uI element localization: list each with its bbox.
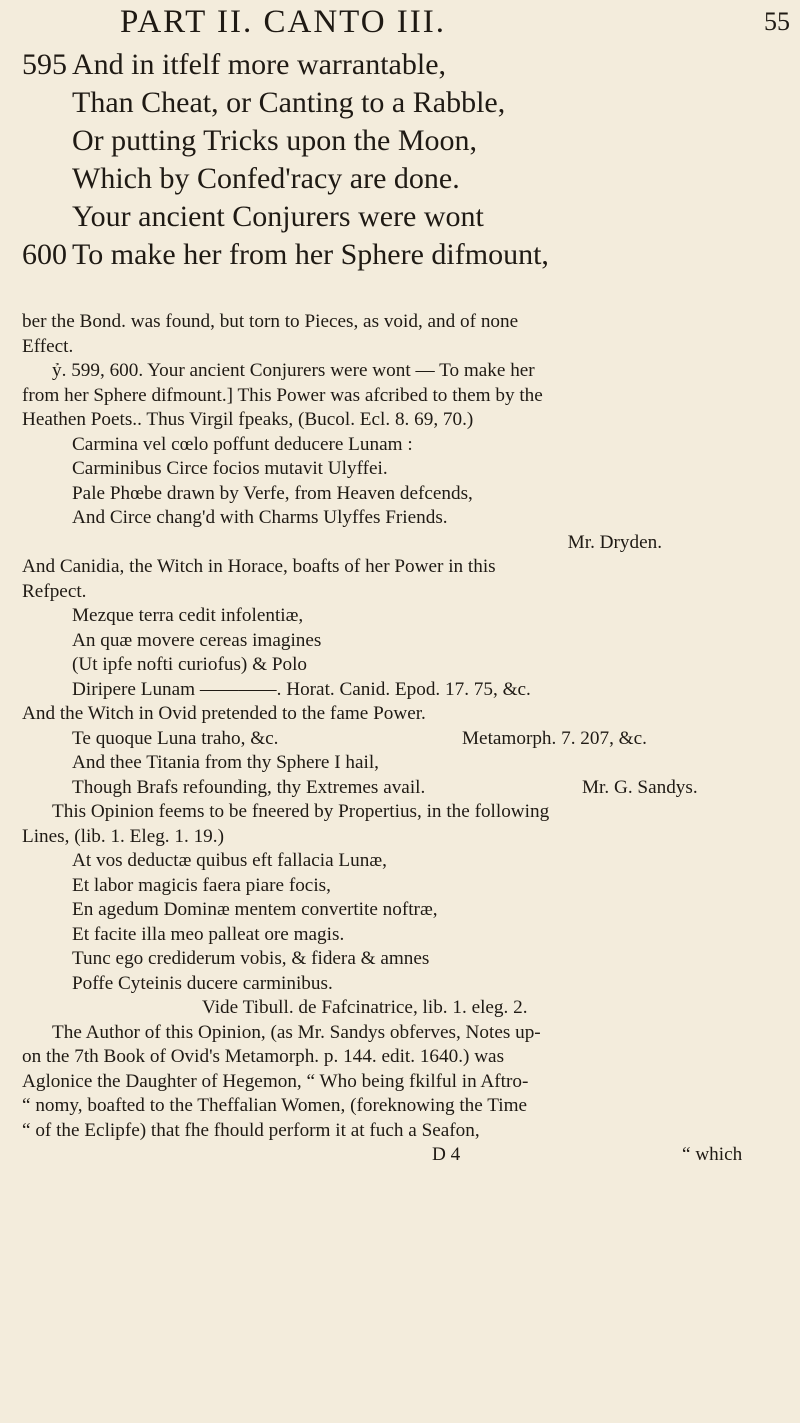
verse-line (22, 200, 782, 238)
note-line: ỷ. 599, 600. Your ancient Conjurers were wont — To make her (52, 360, 535, 381)
note-line: And the Witch in Ovid pretended to the fame Power. (22, 703, 426, 724)
verse-block (22, 48, 782, 276)
verse-line (22, 162, 782, 200)
page-footer (22, 1143, 782, 1168)
note-line: Heathen Poets.. Thus Virgil fpeaks, (Bucol. Ecl. 8. 69, 70.) (22, 409, 474, 430)
running-title: PART II. CANTO III. (120, 4, 447, 40)
note-line-pair (22, 776, 782, 801)
verse-text: Or putting Tricks upon the Moon, (72, 124, 478, 157)
note-line: Lines, (lib. 1. Eleg. 1. 19.) (22, 825, 224, 847)
page-number: 55 (764, 7, 790, 36)
translation-line: And thee Titania from thy Sphere I hail, (72, 752, 379, 773)
verse-text: To make her from her Sphere difmount, (72, 238, 549, 271)
citation: Vide Tibull. de Fafcinatrice, lib. 1. eleg. 2. (202, 997, 528, 1018)
latin-quote-line: Carmina vel cœlo poffunt deducere Lunam : (72, 433, 413, 455)
catchword: “ which (682, 1144, 743, 1165)
latin-quote-line: Te quoque Luna traho, &c. (72, 727, 279, 749)
note-line: Refpect. (22, 580, 87, 602)
attribution: Mr. G. Sandys. (582, 776, 698, 798)
line-number: 595 (22, 48, 67, 81)
verse-text: And in itfelf more warrantable, (72, 48, 447, 81)
note-line: This Opinion feems to be fneered by Propertius, in the following (52, 801, 550, 822)
citation: Metamorph. 7. 207, &c. (462, 727, 647, 749)
latin-quote-line: Mezque terra cedit infolentiæ, (72, 605, 304, 626)
latin-quote-line: Diripere Lunam ————. Horat. Canid. Epod. 17. 75, &c. (72, 678, 531, 700)
latin-quote-line: At vos deductæ quibus eft fallacia Lunæ, (72, 850, 387, 871)
attribution: Mr. Dryden. (567, 531, 662, 553)
note-line: And Canidia, the Witch in Horace, boafts of her Power in this (22, 556, 496, 577)
translation-line: Though Brafs refounding, thy Extremes avail. (72, 776, 426, 798)
note-line: The Author of this Opinion, (as Mr. Sandys obferves, Notes up- (52, 1021, 541, 1043)
footnotes (22, 310, 782, 1168)
note-line: “ of the Eclipfe) that fhe fhould perform it at fuch a Seafon, (22, 1119, 480, 1141)
latin-quote-line: Et labor magicis faera piare focis, (72, 874, 331, 896)
latin-quote-line: Tunc ego crediderum vobis, & fidera & amnes (72, 948, 430, 969)
verse-line (22, 238, 782, 276)
latin-quote-line: (Ut ipfe nofti curiofus) & Polo (72, 654, 308, 675)
latin-quote-line: Et facite illa meo palleat ore magis. (72, 923, 345, 945)
note-line: Effect. (22, 335, 74, 357)
verse-line (22, 86, 782, 124)
verse-line (22, 124, 782, 162)
verse-text: Which by Confed'racy are done. (72, 162, 460, 195)
signature-mark: D 4 (432, 1144, 461, 1165)
latin-quote-line: Poffe Cyteinis ducere carminibus. (72, 972, 333, 994)
latin-quote-line: Carminibus Circe focios mutavit Ulyffei. (72, 458, 388, 479)
verse-line (22, 48, 782, 86)
line-number: 600 (22, 238, 67, 271)
verse-text: Than Cheat, or Canting to a Rabble, (72, 86, 506, 119)
latin-quote-line: En agedum Dominæ mentem convertite noftræ, (72, 899, 438, 920)
note-line: Aglonice the Daughter of Hegemon, “ Who being fkilful in Aftro- (22, 1070, 529, 1092)
translation-line: And Circe chang'd with Charms Ulyffes Friends. (72, 507, 448, 528)
translation-line: Pale Phœbe drawn by Verfe, from Heaven defcends, (72, 482, 473, 504)
note-line: on the 7th Book of Ovid's Metamorph. p. 144. edit. 1640.) was (22, 1046, 505, 1067)
verse-text: Your ancient Conjurers were wont (72, 200, 484, 233)
note-line: from her Sphere difmount.] This Power was afcribed to them by the (22, 384, 543, 406)
note-line: ber the Bond. was found, but torn to Pieces, as void, and of none (22, 311, 519, 332)
note-line-pair (22, 727, 782, 752)
latin-quote-line: An quæ movere cereas imagines (72, 629, 322, 651)
note-line: “ nomy, boafted to the Theffalian Women, (foreknowing the Time (22, 1095, 528, 1116)
running-header (120, 4, 790, 44)
